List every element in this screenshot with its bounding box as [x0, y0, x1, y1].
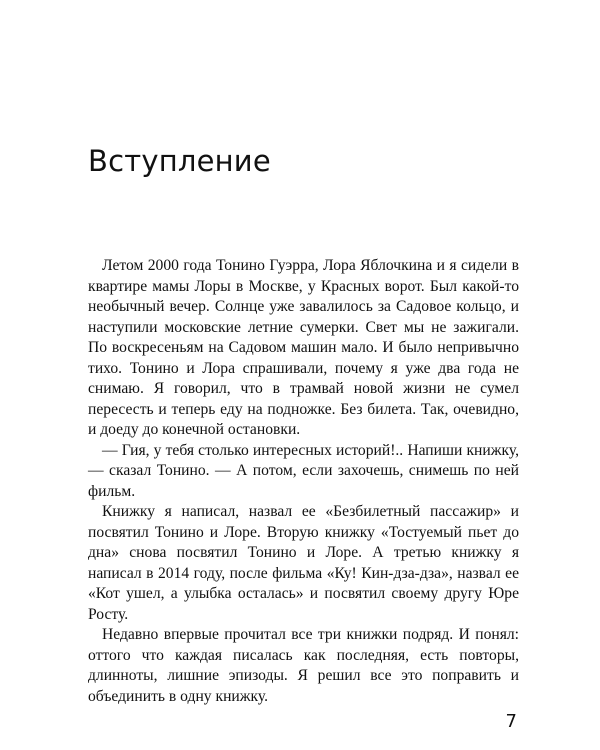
- paragraph: Недавно впервые прочитал все три книжки подряд. И понял: оттого что каждая писалась как последняя, есть повторы, длинноты, лишние эпизоды. Я решил все это поправить и объединить в одну книжку.: [88, 626, 519, 705]
- paragraph: Книжку я написал, назвал ее «Безбилетный пассажир» и посвятил Тонино и Лоре. Вторую книжку «Тостуемый пьет до дна» снова посвятил Тонино и Лоре. А третью книжку я написал в 2014 году, после фильма «Ку! Кин-дза-дза», назвал ее «Кот ушел, а улыбка осталась» и посвятил своему другу Юре Росту.: [88, 503, 519, 623]
- page-number: 7: [505, 711, 517, 732]
- chapter-title: Вступление: [88, 144, 271, 178]
- paragraph: — Гия, у тебя столько интересных историй!.. Напиши книжку, — сказал Тонино. — А потом, если захочешь, снимешь по ней фильм.: [88, 441, 519, 500]
- chapter-body: [88, 256, 519, 707]
- paragraph: Летом 2000 года Тонино Гуэрра, Лора Яблочкина и я сидели в квартире мамы Лоры в Москве, у Красных ворот. Был какой-то необычный вечер. Солнце уже завалилось за Садовое кольцо, и наступили московские летние сумерки. Свет мы не зажигали. По воскресеньям на Садовом машин мало. И было непривычно тихо. Тонино и Лора спрашивали, почему я уже два года не снимаю. Я говорил, что в трамвай новой жизни не сумел пересесть и теперь еду на подножке. Без билета. Так, очевидно, и доеду до конечной остановки.: [88, 257, 519, 438]
